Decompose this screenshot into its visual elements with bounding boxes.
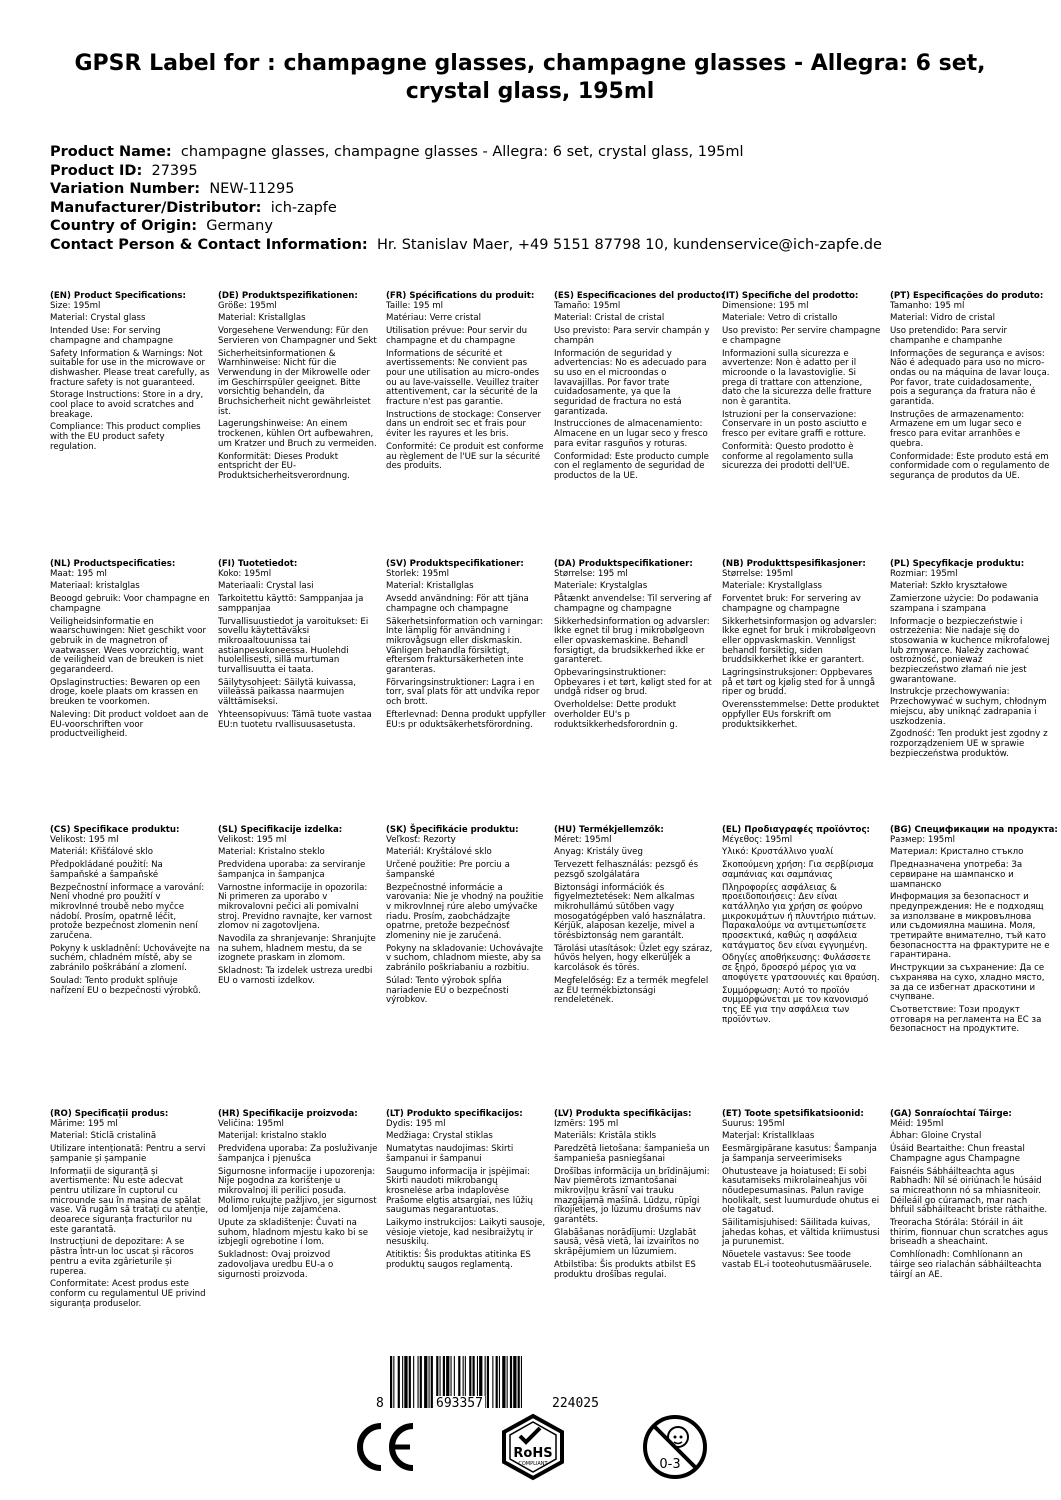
- spec-line: Numatytas naudojimas: Skirti šampanui ir šampanui: [386, 1144, 514, 1164]
- spec-line: Conformidade: Este produto está em conformidade com o regulamento de segurança de produtos da UE.: [890, 451, 1050, 481]
- spec-line: Size: 195ml: [50, 300, 101, 311]
- spec-line: Υλικό: Κρυστάλλινο γυαλί: [722, 847, 834, 858]
- spec-section: [722, 560, 882, 733]
- spec-line: Tamanho: 195 ml: [890, 300, 965, 311]
- spec-line: Méid: 195ml: [890, 1118, 944, 1129]
- rohs-compliant-icon: [498, 1412, 568, 1482]
- spec-section: [890, 560, 1050, 762]
- spec-line: Sicherheitsinformationen & Warnhinweise: Nicht für die Verwendung in der Mikrowelle oder im Geschirrspüler geeignet. Bitte vorsichtig behandeln, da Bruchsicherheit nicht gewährleistet ist.: [218, 348, 371, 417]
- spec-line: Säilitamisjuhised: Säilitada kuivas, jahedas kohas, et vältida kriimustusi ja purunemist.: [722, 1218, 880, 1248]
- spec-line: Material: Kristallglas: [218, 313, 306, 324]
- spec-line: Conformitate: Acest produs este conform cu regulamentul UE privind siguranța produselor.: [50, 1279, 206, 1309]
- barcode-digit: 224025: [552, 1396, 599, 1411]
- spec-line: Pokyny k uskladnění: Uchovávejte na suchém, chladném místě, aby se zabránilo poškrábání a zlomení.: [50, 943, 210, 974]
- spec-line: Atbilstība: Šis produkts atbilst ES produktu drošības regulai.: [554, 1259, 696, 1280]
- spec-heading: (HR) Specifikacije proizvoda:: [218, 1109, 358, 1119]
- spec-section: [218, 826, 378, 990]
- spec-grid: [50, 291, 1058, 1342]
- spec-line: Skladnost: Ta izdelek ustreza uredbi EU o varnosti izdelkov.: [218, 966, 373, 986]
- spec-line: Varnostne informacije in opozorila: Ni primeren za uporabo v mikrovalovni pečici ali pomivalni stroj. Previdno ravnajte, ker varnost zlomov ni zagotovljena.: [218, 882, 372, 932]
- spec-line: Určené použitie: Pre porciu a šampanské: [386, 860, 510, 880]
- spec-section: [722, 292, 882, 475]
- spec-line: Material: Vidro de cristal: [890, 313, 996, 324]
- spec-line: Matériau: Verre cristal: [386, 313, 481, 324]
- spec-line: Materjal: Kristallklaas: [722, 1131, 815, 1142]
- spec-heading: (BG) Спецификации на продукта:: [890, 825, 1058, 835]
- spec-line: Vorgesehene Verwendung: Für den Servieren von Champagner und Sekt: [218, 326, 377, 346]
- info-row: [50, 143, 882, 162]
- spec-heading: (PT) Especificações do produto:: [890, 291, 1044, 301]
- compliance-symbols: [350, 1412, 690, 1492]
- spec-line: Uso pretendido: Para servir champanhe e champanhe: [890, 326, 1008, 346]
- spec-line: Rozmiar: 195ml: [890, 568, 958, 579]
- spec-section: [386, 560, 546, 733]
- spec-line: Taille: 195 ml: [386, 300, 444, 311]
- spec-line: Méret: 195ml: [554, 834, 612, 845]
- spec-line: Размер: 195ml: [890, 834, 956, 845]
- spec-heading: (SL) Specifikacije izdelka:: [218, 825, 343, 835]
- spec-section: [722, 1110, 882, 1274]
- spec-line: Säilytysohjeet: Säilytä kuivassa, viileässä paikassa naarmujen välttämiseksi.: [218, 677, 356, 708]
- info-label: Product Name:: [50, 144, 172, 160]
- spec-line: Předpokládané použití: Na šampaňské a šampaňské: [50, 860, 163, 880]
- spec-line: Predvidena uporaba: za serviranje šampanjca in šampanjca: [218, 860, 366, 880]
- spec-line: Intended Use: For serving champagne and champagne: [50, 326, 174, 346]
- spec-line: Forventet bruk: For servering av champagne og champagne: [722, 594, 861, 614]
- spec-line: Инструкции за съхранение: Да се съхранява на сухо, хладно място, за да се избегнат драскотини и счупване.: [890, 963, 1045, 1003]
- spec-line: Förvaringsinstruktioner: Lagra i en torr, sval plats för att undvika repor och brott.: [386, 677, 540, 708]
- spec-line: Størrelse: 195 ml: [554, 568, 628, 579]
- spec-line: Laikymo instrukcijos: Laikyti sausoje, vėsioje vietoje, kad nesibraižytų ir nesuskilų.: [386, 1218, 546, 1248]
- info-row: [50, 180, 882, 199]
- spec-line: Safety Information & Warnings: Not suitable for use in the microwave or dishwasher. Please treat carefully, as fracture safety is not guaranteed.: [50, 348, 210, 388]
- spec-heading: (NB) Produkttspesifikasjoner:: [722, 559, 866, 569]
- spec-line: Veľkosť: Rezorty: [386, 834, 456, 845]
- spec-line: Pokyny na skladovanie: Uchovávajte v suchom, chladnom mieste, aby sa zabránilo poškriabaniu a rozbitiu.: [386, 943, 543, 974]
- spec-line: Informacje o bezpieczeństwie i ostrzeżenia: Nie nadaje się do stosowania w kuchence mikrofalowej lub zmywarce. Należy zachować ostrożność, ponieważ bezpieczeństwo złamań nie jest gwarantowane.: [890, 616, 1050, 685]
- spec-line: Bezpečnostné informácie a varovania: Nie je vhodný na použitie v mikrovlnnej rúre alebo umývačke riadu. Prosím, zaobchádzajte opatrne, pretože bezpečnosť zlomeniny nie je zaručená.: [386, 882, 544, 942]
- spec-line: Atitiktis: Šis produktas atitinka ES produktų saugos reglamentą.: [386, 1250, 531, 1270]
- spec-section: [386, 1110, 546, 1274]
- spec-line: Koko: 195ml: [218, 568, 272, 579]
- spec-line: Πληροφορίες ασφάλειας & προειδοποιήσεις: Δεν είναι κατάλληλο για χρήση σε φούρνο μικροκυμάτων ή πλυντήριο πιάτων. Παρακαλούμε να αντιμετωπίσετε προσεκτικά, καθώς η ασφάλεια κατάγματος δεν είναι εγγυημένη.: [722, 882, 877, 951]
- spec-heading: (FR) Spécifications du produit:: [386, 291, 535, 301]
- spec-line: Turvallisuustiedot ja varoitukset: Ei sovellu käytettäväksi mikroaaltouunissa tai astianpesukoneessa. Huolehdi huolellisesti, sillä murtuman turvallisuutta ei taata.: [218, 616, 369, 676]
- spec-line: Materiale: Vetro di cristallo: [722, 313, 838, 324]
- info-label: Variation Number:: [50, 181, 201, 197]
- barcode-digit: 8: [376, 1396, 384, 1411]
- spec-line: Overholdelse: Dette produkt overholder EU's p roduktsikkerhedsforordnin g.: [554, 700, 678, 730]
- spec-heading: (FI) Tuotetiedot:: [218, 559, 298, 569]
- spec-line: Nõuetele vastavus: See toode vastab EL-i tooteohutusmäärusele.: [722, 1250, 872, 1270]
- spec-line: Medžiaga: Crystal stiklas: [386, 1131, 493, 1142]
- spec-heading: (GA) Sonraíochtaí Táirge:: [890, 1109, 1012, 1119]
- spec-line: Material: Cristal de cristal: [554, 313, 665, 324]
- spec-line: Συμμόρφωση: Αυτό το προϊόν συμμορφώνεται με τον κανονισμό της ΕΕ για την ασφάλεια των προϊόντων.: [722, 985, 869, 1025]
- spec-section: [386, 826, 546, 1009]
- spec-section: [218, 292, 378, 485]
- spec-line: Paredzētā lietošana: šampanieša un šampanieša pasniegšanai: [554, 1144, 710, 1164]
- info-value: 27395: [151, 162, 198, 179]
- spec-line: Informații de siguranță și avertismente: Nu este adecvat pentru utilizare în cuptorul cu microunde sau în mașina de spălat vase. Vă rugăm să tratați cu atenție, deoarece siguranța fracturilor nu este garantată.: [50, 1166, 209, 1235]
- spec-line: Uso previsto: Per servire champagne e champagne: [722, 326, 881, 346]
- info-label: Manufacturer/Distributor:: [50, 199, 262, 216]
- spec-line: Storlek: 195ml: [386, 568, 450, 579]
- spec-line: Predviđena uporaba: Za posluživanje šampanjca i pjenušca: [218, 1144, 378, 1164]
- spec-line: Eesmärgipärane kasutus: Šampanja ja šampanja serveerimiseks: [722, 1144, 877, 1164]
- spec-line: Zgodność: Ten produkt jest zgodny z rozporządzeniem UE w sprawie bezpieczeństwa produktów.: [890, 729, 1048, 759]
- spec-line: Instrucciones de almacenamiento: Almacene en un lugar seco y fresco para evitar rasguños y roturas.: [554, 419, 708, 449]
- spec-line: Materiale: Krystallglass: [722, 581, 823, 592]
- barcode-digit: 693357: [436, 1396, 483, 1411]
- spec-line: Biztonsági információk és figyelmeztetések: Nem alkalmas mikrohullámú sütőben vagy mosogatógépben való használatra. Kérjük, alaposan kezelje, mivel a törésbiztonság nem garantált.: [554, 882, 706, 942]
- spec-line: Σκοπούμενη χρήση: Για σερβίρισμα σαμπάνιας και σαμπάνιας: [722, 860, 874, 880]
- spec-section: [722, 826, 882, 1028]
- spec-heading: (EN) Product Specifications:: [50, 291, 186, 301]
- spec-line: Materiál: Křišťálové sklo: [50, 847, 154, 858]
- spec-line: Tervezett felhasználás: pezsgő és pezsgő szolgálatára: [554, 860, 699, 880]
- info-value: NEW-11295: [209, 181, 295, 197]
- spec-line: Instrukcje przechowywania: Przechowywać w suchym, chłodnym miejscu, aby uniknąć zadrapania i uszkodzenia.: [890, 687, 1047, 727]
- rohs-label: RoHS: [513, 1446, 553, 1461]
- spec-section: [50, 292, 210, 456]
- spec-section: [554, 560, 714, 733]
- spec-line: Säkerhetsinformation och varningar: Inte lämplig för användning i mikrovågsugn eller diskmaskin. Vänligen behandla försiktigt, eftersom fraktursäkerheten inte garanteras.: [386, 616, 544, 676]
- age-label: 0-3: [659, 1457, 681, 1472]
- spec-line: Overensstemmelse: Dette produktet oppfyller EUs forskrift om produktsikkerhet.: [722, 700, 880, 730]
- info-value: ich-zapfe: [270, 199, 337, 216]
- spec-heading: (DA) Produktspecifikationer:: [554, 559, 693, 569]
- spec-line: Съответствие: Този продукт отговаря на регламента на ЕС за безопасност на продуктите.: [890, 1004, 1042, 1035]
- spec-line: Sikkerhedsinformation og advarsler: Ikke egnet til brug i mikrobølgeovn eller opvaskemaskine. Behandl forsigtigt, da brudsikkerhed ikke er garanteret.: [554, 616, 710, 666]
- spec-heading: (SV) Produktspecifikationer:: [386, 559, 524, 569]
- spec-heading: (LT) Produkto specifikacijos:: [386, 1109, 523, 1119]
- spec-line: Velikost: 195 ml: [50, 834, 119, 845]
- spec-line: Størrelse: 195ml: [722, 568, 794, 579]
- spec-line: Materijal: kristalno staklo: [218, 1131, 327, 1142]
- spec-line: Utilisation prévue: Pour servir du champagne et du champagne: [386, 326, 528, 346]
- spec-heading: (LV) Produkta specifikācijas:: [554, 1109, 692, 1119]
- spec-line: Materiał: Szkło kryształowe: [890, 581, 1008, 592]
- spec-line: Comhlíonadh: Comhlíonann an táirge seo rialachán sábháilteachta táirgí an AE.: [890, 1250, 1042, 1280]
- spec-line: Materiaali: Crystal lasi: [218, 581, 314, 592]
- spec-line: Maat: 195 ml: [50, 568, 107, 579]
- info-row: [50, 162, 882, 181]
- spec-line: Instruções de armazenamento: Armazene em um lugar seco e fresco para evitar arranhões e quebra.: [890, 409, 1025, 449]
- spec-line: Treoracha Stórála: Stóráil in áit thirim, fionnuar chun scratches agus briseadh a sheachaint.: [890, 1218, 1048, 1248]
- spec-line: Anyag: Kristály üveg: [554, 847, 643, 858]
- spec-line: Saugumo informacija ir įspėjimai: Skirti naudoti mikrobangų krosnelėse arba indaplovėse Prašome elgtis atsargiai, nes lūžių saugumas negarantuotas.: [386, 1166, 533, 1216]
- spec-line: Dimensione: 195 ml: [722, 300, 809, 311]
- spec-line: Glabāšanas norādījumi: Uzglabāt sausā, vēsā vietā, lai izvairītos no skrāpējumiem un lūzumiem.: [554, 1227, 699, 1258]
- spec-line: Материал: Кристално стъкло: [890, 847, 1024, 858]
- spec-line: Instrucțiuni de depozitare: A se păstra într-un loc uscat și răcoros pentru a evita zgârieturile și ruperea.: [50, 1237, 194, 1277]
- info-row: [50, 199, 882, 218]
- spec-line: Sigurnosne informacije i upozorenja: Nije pogodna za korištenje u mikrovalnoj ili perilici posuđa. Molimo rukujte pažljivo, jer sigurnost od lomljenja nije zajamčena.: [218, 1166, 377, 1216]
- spec-line: Opbevaringsinstruktioner: Opbevares i et tørt, køligt sted for at undgå ridser og brud.: [554, 668, 712, 698]
- spec-line: Conformité: Ce produit est conforme au règlement de l'UE sur la sécurité des produits.: [386, 441, 544, 472]
- spec-line: Lagringsinstruksjoner: Oppbevares på et tørt og kjølig sted for å unngå riper og brudd.: [722, 668, 876, 698]
- spec-line: Bezpečnostní informace a varování: Není vhodné pro použití v mikrovlnné troubě nebo myčce nádobí. Prosím, opatrně léčit, protože bezpečnost zlomenin není zaručena.: [50, 882, 205, 942]
- info-label: Product ID:: [50, 162, 143, 179]
- spec-heading: (PL) Specyfikacje produktu:: [890, 559, 1025, 569]
- spec-line: Informazioni sulla sicurezza e avvertenze: Non è adatto per il microonde o la lavastoviglie. Si prega di trattare con attenzione, dato che la sicurezza delle fratture non è garantita.: [722, 348, 872, 408]
- spec-line: Efterlevnad: Denna produkt uppfyller EU:s pr oduktsäkerhetsförordning.: [386, 709, 546, 730]
- spec-section: [554, 1110, 714, 1283]
- spec-line: Velikost: 195 ml: [218, 834, 287, 845]
- spec-line: Suurus: 195ml: [722, 1118, 785, 1129]
- spec-line: Информация за безопасност и предупреждения: Не е подходящ за използване в микровълнова или съдомиялна машина. Моля, третирайте внимателно, тъй като безопасността на фрактурите не е гарантирана.: [890, 892, 1050, 961]
- spec-line: Materiaal: kristalglas: [50, 581, 140, 592]
- info-label: Contact Person & Contact Information:: [50, 236, 368, 253]
- spec-line: Informations de sécurité et avertissements: Ne convient pas pour une utilisation au micro-ondes ou au lave-vaisselle. Veuillez traiter attentivement, car la sécurité de la fracture n'est pas garantie.: [386, 348, 540, 408]
- spec-line: Storage Instructions: Store in a dry, cool place to avoid scratches and breakage.: [50, 390, 204, 420]
- spec-line: Sukladnost: Ovaj proizvod zadovoljava uredbu EU-a o sigurnosti proizvoda.: [218, 1250, 334, 1280]
- spec-heading: (CS) Specifikace produktu:: [50, 825, 180, 835]
- spec-line: Opslaginstructies: Bewaren op een droge, koele plaats om krassen en breuken te voorkomen.: [50, 677, 201, 708]
- spec-heading: (IT) Specifiche del prodotto:: [722, 291, 859, 301]
- spec-line: Drošības informācija un brīdinājumi: Nav piemērots izmantošanai mikroviļņu krāsnī vai trauku mazgājamā mašīnā. Lūdzu, rūpīgi rīkojieties, jo lūzumu drošums nav garantēts.: [554, 1166, 710, 1226]
- barcode: [370, 1356, 630, 1420]
- ce-mark-icon: [350, 1412, 420, 1482]
- spec-section: [50, 1110, 210, 1312]
- product-info: [50, 143, 882, 254]
- spec-line: Größe: 195ml: [218, 300, 277, 311]
- not-for-children-0-3-icon: [640, 1412, 710, 1482]
- spec-line: Istruzioni per la conservazione: Conservare in un posto asciutto e fresco per evitare graffi e rotture.: [722, 409, 867, 440]
- info-value: champagne glasses, champagne glasses - Allegra: 6 set, crystal glass, 195ml: [180, 144, 744, 160]
- spec-line: Faisnéis Sábháilteachta agus Rabhadh: Níl sé oiriúnach le húsáid sa micreathonn nó sa mhiasniteoir. Déileáil go cúramach, mar nach bhfuil sábháilteacht briste ráthaithe.: [890, 1166, 1048, 1216]
- spec-line: Beoogd gebruik: Voor champagne en champagne: [50, 594, 210, 614]
- spec-line: Instructions de stockage: Conserver dans un endroit sec et frais pour éviter les rayures et les bris.: [386, 409, 541, 440]
- spec-section: [218, 560, 378, 733]
- spec-line: Izmērs: 195 ml: [554, 1118, 619, 1129]
- spec-line: Navodila za shranjevanje: Shranjujte na suhem, hladnem mestu, da se izognete praskam in zlomom.: [218, 934, 376, 964]
- spec-line: Tamaño: 195ml: [554, 300, 621, 311]
- info-value: Germany: [206, 218, 273, 234]
- spec-line: Conformidad: Este producto cumple con el reglamento de seguridad de productos de la UE.: [554, 451, 709, 481]
- rohs-sub-label: COMPLIANT: [518, 1461, 548, 1467]
- spec-line: Compliance: This product complies with the EU product safety regulation.: [50, 422, 201, 452]
- spec-line: Información de seguridad y advertencias: No es adecuado para su uso en el microondas o lavavajillas. Por favor trate cuidadosamente, ya que la seguridad de fractura no está garantizada.: [554, 348, 707, 417]
- spec-line: Konformität: Dieses Produkt entspricht der EU-Produktsicherheitsverordnung.: [218, 451, 350, 481]
- spec-section: [890, 1110, 1050, 1283]
- spec-line: Οδηγίες αποθήκευσης: Φυλάσσετε σε ξηρό, δροσερό μέρος για να αποφύγετε γρατσουνιές και θραύση.: [722, 953, 880, 983]
- spec-section: [890, 292, 1050, 485]
- spec-line: Materiál: Kryštálové sklo: [386, 847, 492, 858]
- spec-line: Ohutusteave ja hoiatused: Ei sobi kasutamiseks mikrolaineahjus või nõudepesumasinas. Palun ravige hoolikalt, sest luumurdude ohutus ei ole tagatud.: [722, 1166, 880, 1216]
- spec-section: [890, 825, 1058, 1038]
- spec-line: Úsáid Beartaithe: Chun freastal Champagne agus Champagne: [890, 1144, 1025, 1164]
- info-label: Country of Origin:: [50, 218, 198, 234]
- info-row: [50, 236, 882, 255]
- info-value: Hr. Stanislav Maer, +49 5151 87798 10, kundenservice@ich-zapfe.de: [376, 236, 882, 253]
- spec-line: Materiale: Krystalglas: [554, 581, 648, 592]
- spec-line: Utilizare intenționată: Pentru a servi șampanie și șampanie: [50, 1144, 206, 1164]
- spec-heading: (NL) Productspecificaties:: [50, 559, 176, 569]
- spec-heading: (RO) Specificații produs:: [50, 1109, 169, 1119]
- spec-line: Naleving: Dit product voldoet aan de EU-voorschriften voor productveiligheid.: [50, 709, 209, 740]
- spec-line: Soulad: Tento produkt splňuje nařízení EU o bezpečnosti výrobků.: [50, 975, 201, 996]
- spec-line: Zamierzone użycie: Do podawania szampana i szampana: [890, 594, 1039, 614]
- spec-line: Uso previsto: Para servir champán y champán: [554, 326, 710, 346]
- spec-line: Conformità: Questo prodotto è conforme al regolamento sulla sicurezza dei prodotti dell'UE.: [722, 441, 854, 472]
- spec-line: Material: Kristallglas: [386, 581, 474, 592]
- spec-line: Veličina: 195ml: [218, 1118, 284, 1129]
- spec-line: Tárolási utasítások: Üzlet egy száraz, hűvös helyen, hogy elkerüljék a karcolások és törés.: [554, 943, 713, 974]
- spec-line: Material: Sticlă cristalină: [50, 1131, 157, 1142]
- info-row: [50, 217, 882, 236]
- spec-heading: (SK) Špecifikácie produktu:: [386, 825, 519, 835]
- spec-line: Lagerungshinweise: An einem trockenen, kühlen Ort aufbewahren, um Kratzer und Bruch zu vermeiden.: [218, 419, 377, 449]
- spec-line: Μέγεθος: 195ml: [722, 834, 793, 845]
- spec-section: [50, 826, 210, 999]
- spec-section: [554, 291, 725, 485]
- spec-section: [554, 826, 714, 1009]
- spec-section: [50, 560, 210, 743]
- spec-heading: (ES) Especificaciones del producto:: [554, 291, 725, 301]
- spec-line: Informações de segurança e avisos: Não é adequado para uso no micro-ondas ou na máquina de lavar louça. Por favor, trate cuidadosamente, pois a segurança da fratura não é garantida.: [890, 348, 1050, 408]
- spec-line: Upute za skladištenje: Čuvati na suhom, hladnom mjestu kako bi se izbjegli ogrebotine i lom.: [218, 1218, 368, 1248]
- spec-line: Materiāls: Kristāla stikls: [554, 1131, 657, 1142]
- spec-line: Предназначена употреба: За сервиране на шампанско и шампанско: [890, 860, 1023, 890]
- spec-line: Påtænkt anvendelse: Til servering af champagne og champagne: [554, 594, 712, 614]
- spec-line: Súlad: Tento výrobok spĺňa nariadenie EÚ o bezpečnosti výrobkov.: [386, 975, 509, 1006]
- spec-line: Mărime: 195 ml: [50, 1118, 118, 1129]
- spec-line: Megfelelőség: Ez a termék megfelel az EU termékbiztonsági rendeletének.: [554, 975, 709, 1006]
- spec-line: Material: Kristalno steklo: [218, 847, 325, 858]
- spec-line: Tarkoitettu käyttö: Samppanjaa ja samppanjaa: [218, 594, 364, 614]
- spec-line: Material: Crystal glass: [50, 313, 146, 324]
- spec-heading: (HU) Termékjellemzők:: [554, 825, 664, 835]
- page-title: GPSR Label for : champagne glasses, champagne glasses - Allegra: 6 set, crystal glass, 195ml: [74, 51, 986, 104]
- spec-line: Sikkerhetsinformasjon og advarsler: Ikke egnet for bruk i mikrobølgeovn eller oppvaskmaskin. Vennligst behandl forsiktig, siden bruddsikkerhet ikke er garantert.: [722, 616, 877, 666]
- spec-section: [218, 1110, 378, 1283]
- spec-heading: (DE) Produktspezifikationen:: [218, 291, 358, 301]
- spec-line: Veiligheidsinformatie en waarschuwingen: Niet geschikt voor gebruik in de magnetron of vaatwasser. Wees voorzichtig, want de veiligheid van de breuken is niet gegarandeerd.: [50, 616, 207, 676]
- spec-line: Dydis: 195 ml: [386, 1118, 446, 1129]
- spec-line: Avsedd användning: För att tjäna champagne och champagne: [386, 594, 529, 614]
- spec-line: Yhteensopivuus: Tämä tuote vastaa EU:n tuotetu rvallisuusasetusta.: [218, 709, 372, 730]
- spec-heading: (ET) Toote spetsifikatsioonid:: [722, 1109, 864, 1119]
- spec-section: [386, 292, 546, 475]
- spec-heading: (EL) Προδιαγραφές προϊόντος:: [722, 825, 870, 835]
- spec-line: Ábhar: Gloine Crystal: [890, 1131, 982, 1142]
